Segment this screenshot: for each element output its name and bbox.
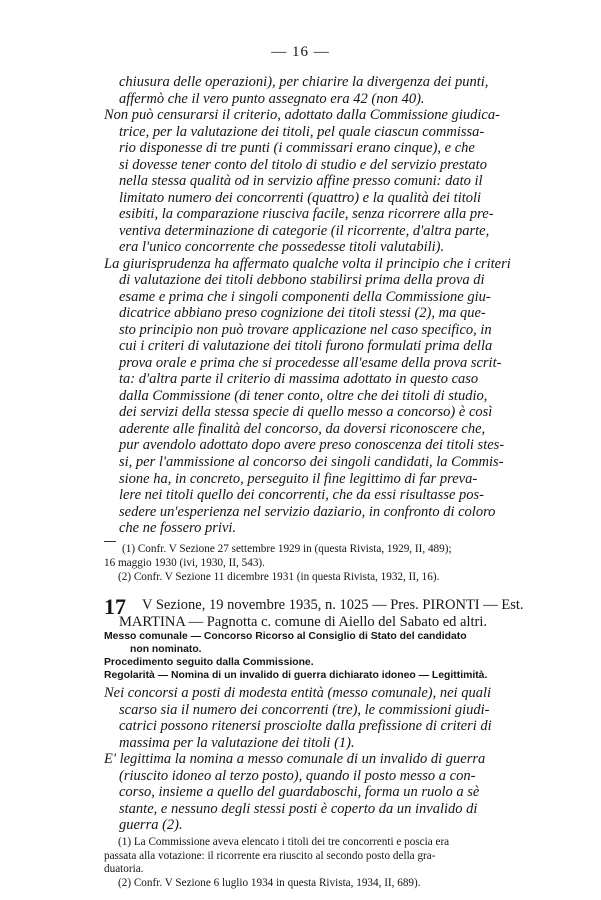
footnote: passata alla votazione: il ricorrente era riuscito al secondo posto della gra-: [104, 849, 436, 862]
text-line: E' legittima la nomina a messo comunale di un invalido di guerra: [104, 751, 486, 768]
text-line: nella stessa qualità od in servizio affine presso comuni: dato il: [119, 173, 483, 190]
text-line: La giurisprudenza ha affermato qualche volta il principio che i criteri: [104, 255, 511, 272]
text-line: sto principio non può trovare applicazione nel caso specifico, in: [119, 321, 492, 338]
case-heading: V Sezione, 19 novembre 1935, n. 1025 — Pres. PIRONTI — Est.: [142, 597, 524, 614]
text-line: dicatrice abbiano preso cognizione dei titoli stessi (2), ma que-: [119, 305, 486, 322]
text-line: limitato numero dei concorrenti (quattro) e la qualità dei titoli: [119, 189, 482, 206]
text-line: corso, insieme a quello del guardaboschi, forma un ruolo a sè: [119, 784, 480, 801]
footnote: duatoria.: [104, 863, 144, 876]
case-parties: MARTINA — Pagnotta c. comune di Aiello del Sabato ed altri.: [119, 613, 488, 630]
footnote-rule: [104, 541, 116, 542]
text-line: massima per la valutazione dei titoli (1).: [119, 734, 355, 751]
text-line: affermò che il vero punto assegnato era 42 (non 40).: [119, 90, 425, 107]
text-line: ta: d'altra parte il criterio di massima adottato in questo caso: [119, 371, 479, 388]
text-line: prova orale e prima che si procedesse all'esame della prova scrit-: [119, 354, 502, 371]
text-line: lere nei titoli quello dei concorrenti, che da essi risultasse pos-: [119, 487, 484, 503]
text-line: scarso sia il numero dei concorrenti (tre), le commissioni giudi-: [119, 701, 490, 718]
footnote: 16 maggio 1930 (ivi, 1930, II, 543).: [104, 556, 265, 569]
footnote: (1) Confr. V Sezione 27 settembre 1929 in (questa Rivista, 1929, II, 489);: [122, 543, 452, 555]
text-line: Nei concorsi a posti di modesta entità (messo comunale), nei quali: [104, 685, 492, 702]
page-number: — 16 —: [271, 44, 330, 60]
text-line: catrici possono ritenersi prosciolte dalla prefissione di criteri di: [119, 718, 492, 735]
case-number: 17: [104, 593, 126, 619]
summary-line: Messo comunale — Concorso Ricorso al Consiglio di Stato del candidato: [104, 631, 467, 643]
text-line: trice, per la valutazione dei titoli, pel quale ciascun commissa-: [119, 123, 485, 140]
text-line: dei servizi della stessa specie di quello messo a concorso) è così: [119, 404, 493, 421]
text-line: sione ha, in concreto, perseguito il fine legittimo di far preva-: [119, 470, 478, 487]
summary-line: Regolarità — Nomina di un invalido di guerra dichiarato idoneo — Legittimità.: [104, 669, 488, 681]
text-line: guerra (2).: [119, 817, 183, 834]
text-line: era l'unico concorrente che possedesse titoli valutabili).: [119, 239, 445, 256]
text-line: aderente alle finalità del concorso, da doversi riconoscere che,: [119, 420, 486, 437]
text-line: che ne fossero privi.: [119, 520, 237, 536]
text-line: ventiva determinazione di categorie (il ricorrente, d'altra parte,: [119, 222, 490, 239]
text-line: Non può censurarsi il criterio, adottato dalla Commissione giudica-: [104, 107, 500, 123]
text-line: chiusura delle operazioni), per chiarire la divergenza dei punti,: [119, 74, 489, 90]
footnote: (1) La Commissione aveva elencato i titoli dei tre concorrenti e poscia era: [118, 835, 450, 848]
text-line: (riuscito idoneo al terzo posto), quando il posto messo a con-: [119, 767, 476, 784]
summary-line: non nominato.: [130, 643, 202, 655]
text-line: rio disponesse di tre punti (i commissari erano cinque), e che: [119, 140, 475, 157]
text-line: esame e prima che i singoli componenti della Commissione giu-: [119, 288, 491, 305]
text-line: cui i criteri di valutazione dei titoli furono formulati prima della: [119, 338, 493, 355]
text-line: dalla Commissione (di tener conto, oltre che dei titoli di studio,: [119, 387, 488, 404]
text-line: esibiti, la comparazione riusciva facile, senza ricorrere alla pre-: [119, 206, 494, 223]
footnote: (2) Confr. V Sezione 11 dicembre 1931 (in questa Rivista, 1932, II, 16).: [118, 570, 440, 583]
footnote: (2) Confr. V Sezione 6 luglio 1934 in questa Rivista, 1934, II, 689).: [118, 877, 421, 889]
text-line: stante, e nessuno degli stessi posti è coperto da un invalido di: [119, 800, 478, 817]
text-line: si dovesse tener conto del titolo di studio e del servizio prestato: [119, 156, 487, 173]
text-line: si, per l'ammissione al concorso dei singoli candidati, la Commis-: [119, 453, 504, 470]
summary-line: Procedimento seguito dalla Commissione.: [104, 656, 314, 668]
text-line: di valutazione dei titoli debbono stabilirsi prima della prova di: [119, 272, 485, 289]
text-line: pur avendolo adottato dopo avere preso conoscenza dei titoli stes-: [119, 437, 505, 454]
text-line: sedere un'esperienza nel servizio daziario, in confronto di coloro: [119, 503, 496, 520]
